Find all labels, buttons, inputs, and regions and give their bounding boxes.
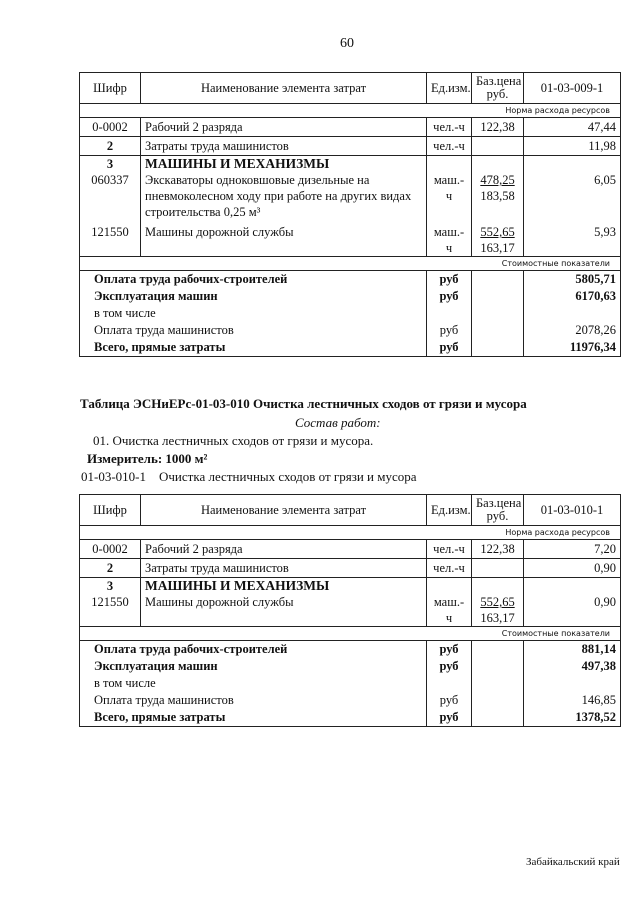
total-unit: руб: [427, 271, 472, 289]
header-row: [80, 73, 621, 104]
machine-price-base: 478,25: [480, 173, 515, 187]
total-label: Оплата труда машинистов: [80, 692, 427, 709]
total-value: 497,38: [524, 658, 621, 675]
machine-unit: маш.-ч: [427, 172, 472, 220]
composition-item: 01. Очистка лестничных сходов от грязи и мусора.: [93, 433, 374, 448]
header-norm-code: 01-03-009-1: [524, 73, 621, 104]
table-title: Таблица ЭСНиЕРс-01-03-010 Очистка лестничных сходов от грязи и мусора: [80, 396, 527, 411]
meter: Измеритель: 1000 м²: [87, 451, 208, 466]
item-name-line: строительства 0,25 м³: [145, 205, 261, 219]
header-row: [80, 495, 621, 526]
resource-value: 0,90: [524, 559, 621, 578]
total-label: Всего, прямые затраты: [80, 709, 427, 727]
machine-code: 060337: [80, 172, 141, 220]
machine-name: [141, 594, 427, 627]
total-label: Оплата труда машинистов: [80, 322, 427, 339]
section-title: МАШИНЫ И МЕХАНИЗМЫ: [141, 578, 427, 595]
header-price-line2: руб.: [486, 87, 509, 101]
total-label: в том числе: [80, 305, 427, 322]
norm-line-code: 01-03-010-1: [81, 469, 146, 484]
total-label: Оплата труда рабочих-строителей: [80, 271, 427, 289]
machine-price: [472, 594, 524, 627]
resource-unit: чел.-ч: [427, 118, 472, 137]
machine-unit: маш.-ч: [427, 594, 472, 627]
header-code: Шифр: [80, 495, 141, 526]
section-code: 3: [80, 578, 141, 595]
resource-price: [472, 137, 524, 156]
resource-value: 47,44: [524, 118, 621, 137]
header-price: [472, 495, 524, 526]
norm-line-name: Очистка лестничных сходов от грязи и мусора: [159, 469, 417, 484]
machine-value: 0,90: [524, 594, 621, 627]
machine-value: 5,93: [524, 224, 621, 257]
band-norma: Норма расхода ресурсов: [80, 104, 621, 118]
total-value: 5805,71: [524, 271, 621, 289]
resource-price: 122,38: [472, 118, 524, 137]
band-norma: Норма расхода ресурсов: [80, 526, 621, 540]
total-unit: руб: [427, 641, 472, 659]
total-value: [524, 305, 621, 322]
machine-code: 121550: [80, 594, 141, 627]
header-name: Наименование элемента затрат: [141, 495, 427, 526]
band-norma-row: [80, 104, 621, 118]
header-norm-code: 01-03-010-1: [524, 495, 621, 526]
header-unit: Ед.изм.: [427, 495, 472, 526]
total-unit: руб: [427, 709, 472, 727]
total-unit: [427, 305, 472, 322]
resource-name: Затраты труда машинистов: [141, 137, 427, 156]
machine-price: [472, 172, 524, 220]
machine-price-wage: 183,58: [480, 189, 515, 203]
section-code: 3: [80, 156, 141, 173]
total-row: [80, 692, 621, 709]
resource-value: 11,98: [524, 137, 621, 156]
page-number: 60: [340, 36, 354, 51]
header-price-line2: руб.: [486, 509, 509, 523]
machine-code: 121550: [80, 224, 141, 257]
machine-price-wage: 163,17: [480, 241, 515, 255]
header-code: Шифр: [80, 73, 141, 104]
band-cost: Стоимостные показатели: [80, 627, 621, 641]
total-value: 881,14: [524, 641, 621, 659]
total-value: 2078,26: [524, 322, 621, 339]
machine-row: [80, 172, 621, 220]
resource-unit: чел.-ч: [427, 540, 472, 559]
resource-table-01-03-009-1: [79, 72, 621, 357]
section-header-row: [80, 156, 621, 173]
resource-row: [80, 540, 621, 559]
total-row: [80, 322, 621, 339]
machine-value: 6,05: [524, 172, 621, 220]
machine-price: [472, 224, 524, 257]
resource-name: Рабочий 2 разряда: [141, 118, 427, 137]
total-row: [80, 709, 621, 727]
total-row: [80, 658, 621, 675]
total-row: [80, 288, 621, 305]
total-unit: [427, 675, 472, 692]
resource-code: 2: [80, 137, 141, 156]
item-name-line: Машины дорожной службы: [145, 225, 294, 239]
machine-price-wage: 163,17: [480, 611, 515, 625]
total-value: [524, 675, 621, 692]
total-row: [80, 271, 621, 289]
total-label: Эксплуатация машин: [80, 658, 427, 675]
header-price: [472, 73, 524, 104]
machine-row: [80, 594, 621, 627]
resource-code: 0-0002: [80, 540, 141, 559]
band-norma-row: [80, 526, 621, 540]
machine-row: [80, 224, 621, 257]
machine-unit: маш.-ч: [427, 224, 472, 257]
total-row: [80, 305, 621, 322]
total-row: [80, 675, 621, 692]
band-cost-row: [80, 257, 621, 271]
resource-name: Рабочий 2 разряда: [141, 540, 427, 559]
header-name: Наименование элемента затрат: [141, 73, 427, 104]
total-row: [80, 641, 621, 659]
resource-name: Затраты труда машинистов: [141, 559, 427, 578]
item-name-line: Машины дорожной службы: [145, 595, 294, 609]
band-cost-row: [80, 627, 621, 641]
composition-heading: Состав работ:: [295, 415, 381, 430]
header-price-line1: Баз.цена: [476, 496, 522, 510]
resource-code: 0-0002: [80, 118, 141, 137]
header-unit: Ед.изм.: [427, 73, 472, 104]
resource-row: [80, 559, 621, 578]
total-value: 146,85: [524, 692, 621, 709]
total-value: 1378,52: [524, 709, 621, 727]
total-value: 11976,34: [524, 339, 621, 357]
total-unit: руб: [427, 322, 472, 339]
resource-table-01-03-010-1: [79, 494, 621, 727]
machine-price-base: 552,65: [480, 225, 515, 239]
total-unit: руб: [427, 339, 472, 357]
total-label: Оплата труда рабочих-строителей: [80, 641, 427, 659]
machine-name: [141, 172, 427, 220]
footer-region: Забайкальский край: [526, 856, 620, 868]
resource-unit: чел.-ч: [427, 559, 472, 578]
resource-value: 7,20: [524, 540, 621, 559]
norm-line: [81, 469, 417, 485]
item-name-line: пневмоколесном ходу при работе на других видах: [145, 189, 412, 203]
machine-price-base: 552,65: [480, 595, 515, 609]
total-value: 6170,63: [524, 288, 621, 305]
band-cost: Стоимостные показатели: [80, 257, 621, 271]
machine-name: [141, 224, 427, 257]
resource-row: [80, 118, 621, 137]
header-price-line1: Баз.цена: [476, 74, 522, 88]
resource-code: 2: [80, 559, 141, 578]
resource-row: [80, 137, 621, 156]
resource-unit: чел.-ч: [427, 137, 472, 156]
total-unit: руб: [427, 288, 472, 305]
resource-price: [472, 559, 524, 578]
total-unit: руб: [427, 658, 472, 675]
resource-price: 122,38: [472, 540, 524, 559]
section-title: МАШИНЫ И МЕХАНИЗМЫ: [141, 156, 427, 173]
total-label: Эксплуатация машин: [80, 288, 427, 305]
total-row: [80, 339, 621, 357]
item-name-line: Экскаваторы одноковшовые дизельные на: [145, 173, 370, 187]
total-label: Всего, прямые затраты: [80, 339, 427, 357]
total-label: в том числе: [80, 675, 427, 692]
total-unit: руб: [427, 692, 472, 709]
section-header-row: [80, 578, 621, 595]
